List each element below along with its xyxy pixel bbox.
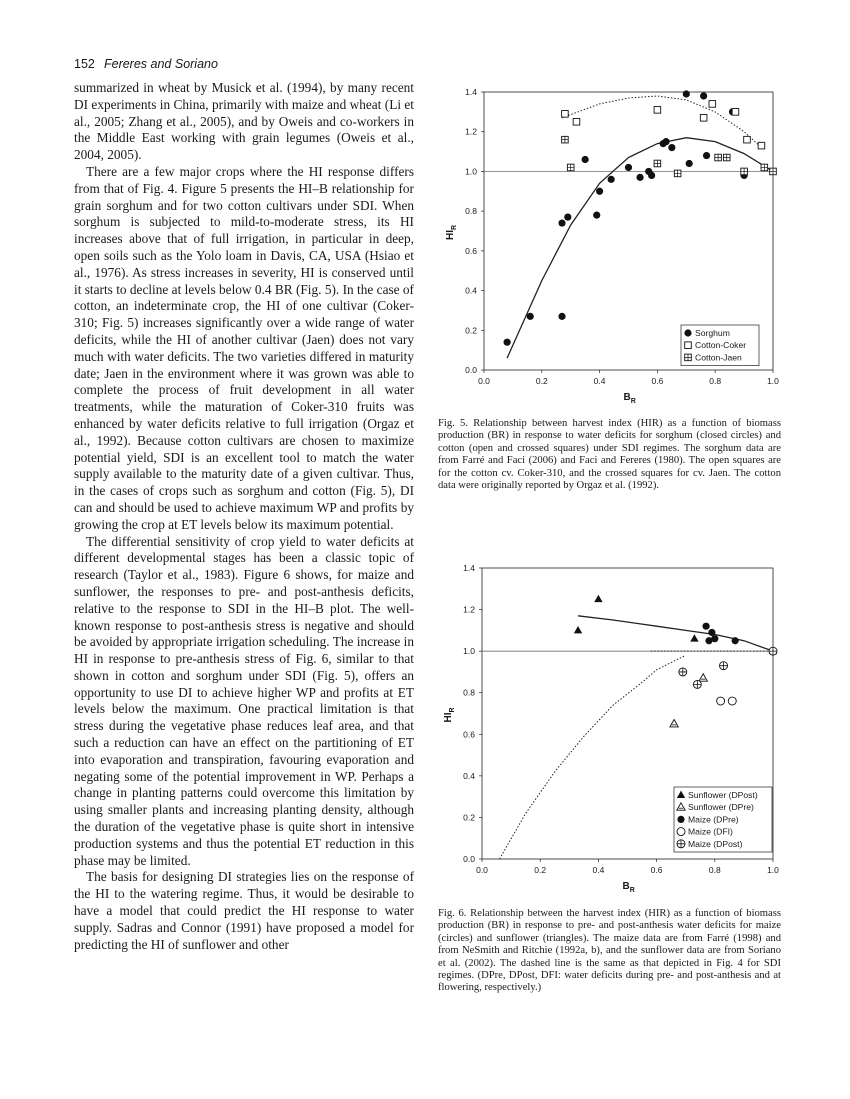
x-tick-label: 0.8 bbox=[708, 865, 721, 875]
data-point bbox=[564, 214, 571, 221]
figure-5-chart bbox=[438, 88, 783, 408]
body-text-column bbox=[74, 80, 414, 953]
legend-label: Sunflower (DPre) bbox=[688, 802, 754, 813]
dotted-fit-curve bbox=[562, 96, 761, 148]
y-tick-label: 0.8 bbox=[463, 687, 475, 698]
legend-marker bbox=[677, 816, 684, 823]
legend-label: Maize (DPre) bbox=[688, 814, 739, 825]
legend-marker bbox=[684, 329, 691, 336]
series-group bbox=[679, 647, 777, 688]
y-tick-label: 0.6 bbox=[463, 729, 475, 740]
x-tick-label: 0.0 bbox=[476, 865, 488, 875]
data-point bbox=[703, 152, 710, 159]
data-point bbox=[679, 668, 687, 676]
y-tick-label: 0.4 bbox=[463, 770, 475, 781]
data-point bbox=[711, 635, 718, 642]
legend-label: Sorghum bbox=[695, 328, 730, 338]
data-point bbox=[574, 626, 582, 633]
data-point bbox=[562, 136, 569, 143]
data-point bbox=[670, 719, 678, 726]
figure-5-caption: Fig. 5. Relationship between harvest index (HIR) as a function of biomass production (BR) in response to water deficits for sorghum (closed circles) and cotton (open and crossed squares) under SDI regimes. The sorghum data are from Farré and Faci (2006) and Faci and Fereres (1980). The open squares are for the cotton cv. Coker-310, and the crossed squares for cv. Jaen. The cotton data were originally reported by Orgaz et al. (1992). bbox=[438, 418, 781, 492]
data-point bbox=[654, 107, 661, 114]
x-tick-label: 0.8 bbox=[709, 376, 722, 386]
legend-label: Cotton-Coker bbox=[695, 340, 747, 351]
data-point bbox=[625, 164, 632, 171]
page-number: 152 bbox=[74, 57, 95, 71]
legend-label: Cotton-Jaen bbox=[695, 352, 742, 363]
x-tick-label: 0.4 bbox=[593, 376, 606, 386]
data-point bbox=[558, 313, 565, 320]
y-tick-label: 1.2 bbox=[463, 604, 475, 615]
y-tick-label: 1.4 bbox=[463, 563, 475, 573]
legend-label: Maize (DPost) bbox=[688, 838, 743, 849]
data-point bbox=[741, 168, 748, 175]
legend-entry bbox=[677, 802, 754, 812]
data-point bbox=[700, 92, 707, 99]
x-tick-label: 0.6 bbox=[651, 376, 664, 386]
data-point bbox=[720, 662, 728, 670]
paragraph: summarized in wheat by Musick et al. (1994), by many recent DI experiments in China, primarily with maize and wheat (Li et al., 2005; Zhang et al., 2005), and by Oweis and co-workers in the Middle East working with grain legumes (Oweis et al., 2004, 2005). bbox=[74, 80, 414, 163]
y-tick-label: 1.0 bbox=[463, 646, 475, 657]
figure-6 bbox=[438, 563, 783, 898]
data-point bbox=[668, 144, 675, 151]
data-point bbox=[573, 118, 580, 125]
data-point bbox=[699, 674, 707, 681]
legend-marker bbox=[685, 342, 692, 349]
figure-5 bbox=[438, 88, 783, 408]
data-point bbox=[715, 154, 722, 161]
data-point bbox=[504, 339, 511, 346]
x-tick-label: 0.4 bbox=[592, 865, 605, 875]
x-tick-label: 0.0 bbox=[478, 376, 490, 386]
y-tick-label: 0.0 bbox=[463, 854, 475, 864]
data-point bbox=[636, 174, 643, 181]
data-point bbox=[562, 111, 569, 118]
running-authors: Fereres and Soriano bbox=[103, 57, 218, 71]
series-group bbox=[574, 595, 777, 654]
data-point bbox=[732, 637, 739, 644]
solid-fit-curve bbox=[578, 616, 773, 651]
data-point bbox=[527, 313, 534, 320]
data-point bbox=[702, 623, 709, 630]
y-tick-label: 0.2 bbox=[465, 325, 477, 336]
data-point bbox=[728, 697, 736, 705]
data-point bbox=[593, 212, 600, 219]
data-point bbox=[744, 136, 751, 143]
data-point bbox=[608, 176, 615, 183]
legend-label: Sunflower (DPost) bbox=[688, 790, 758, 800]
legend-label: Maize (DFI) bbox=[688, 826, 733, 837]
data-point bbox=[693, 680, 701, 688]
y-tick-label: 1.4 bbox=[465, 87, 477, 97]
data-point bbox=[758, 142, 765, 149]
y-tick-label: 0.0 bbox=[465, 365, 477, 375]
y-tick-label: 0.6 bbox=[465, 245, 477, 256]
paragraph: The basis for designing DI strategies lies on the response of the HI to the watering regime. Thus, it would be desirable to have a model that could predict the HI response to water supply. Sadras and Connor (1991) have proposed a model for predicting the HI of sunflower and other bbox=[74, 869, 414, 952]
y-tick-label: 0.8 bbox=[465, 206, 477, 217]
data-point bbox=[582, 156, 589, 163]
figure-6-chart bbox=[438, 563, 783, 898]
x-tick-label: 1.0 bbox=[767, 865, 779, 875]
paragraph: The differential sensitivity of crop yield to water deficits at different developmental stages has been a classic topic of research (Taylor et al., 1983). Figure 6 shows, for maize and sunflower, the responses to pre- and post-anthesis deficits, relative to the response to SDI in the HI–B plot. The well-known response to post-anthesis stress is negative and should be avoided by appropriate irrigation scheduling. The increase in HI in response to pre-anthesis stress of Fig. 6, similar to that shown in cotton and sorghum under SDI (Fig. 5), offers an opportunity to use DI to achieve higher WP and profits at ET levels below the maximum. One practical limitation is that stress during the vegetative phase reduces leaf area, and that such a reduction can have an effect on the partitioning of ET into evaporation and transpiration, favouring evaporation and negating some of the potential improvement in WP. Perhaps a change in planting patterns could overcome this limitation by using smaller plants and increasing planting density, although the duration of the vegetative phase is quite short in intensive production systems and thus the potential ET reduction in this phase may be limited. bbox=[74, 533, 414, 868]
data-point bbox=[723, 154, 730, 161]
data-point bbox=[732, 109, 739, 116]
data-point bbox=[567, 164, 574, 171]
x-tick-label: 0.2 bbox=[534, 865, 547, 875]
data-point bbox=[761, 164, 768, 171]
y-axis-label: $HI_R$ bbox=[443, 707, 456, 723]
figure-6-caption: Fig. 6. Relationship between the harvest index (HIR) as a function of biomass production (BR) in response to pre- and post-anthesis water deficits for maize (circles) and sunflower (triangles). The maize data are from Farré (1998) and from NeSmith and Ritchie (1992a, b), and the sunflower data are from Soriano et al. (2002). The dashed line is the same as that depicted in Fig. 4 for SDI regimes. (DPre, DPost, DFI: water deficits during pre- and post-anthesis and at flowering, respectively.) bbox=[438, 908, 781, 994]
legend-marker bbox=[685, 354, 692, 361]
paragraph: There are a few major crops where the HI response differs from that of Fig. 4. Figure 5 presents the HI–B relationship for grain sorghum and for two cotton cultivars under SDI. When sorghum is subjected to mild-to-moderate stress, its HI increases above that of full irrigation, in particular in deep, open soils such as the Yolo loam in Davis, CA, USA (Hsiao et al., 1976). As stress increases in severity, HI is conserved until it starts to decline at levels below 0.4 BR (Fig. 5). In the case of cotton, an indeterminate crop, the HI of one cultivar (Coker-310; Fig. 5) increases significantly over a wide range of water deficits, while the HI of another cultivar (Jaen) does not vary much with water deficits. The two varieties differed in maturity date; Jaen in the environment where it was grown was able to complete the process of fruit development in all water treatments, while the maturation of Coker-310 fruits was enhanced by water deficits relative to full irrigation (Orgaz et al., 1992). Because cotton cultivars are chosen to maximize potential yield, SDI is an excellent tool to match the water supply available to the maturity date of a given cultivar. Thus, in the cases of crops such as sorghum and cotton (Fig. 5), DI can and should be used to achieve maximum WP and profits by growing the crop at ET levels below its maximum potential. bbox=[74, 163, 414, 532]
data-point bbox=[717, 697, 725, 705]
legend-entry bbox=[677, 790, 758, 800]
series-group bbox=[504, 90, 777, 345]
series-group bbox=[702, 623, 776, 655]
data-point bbox=[686, 160, 693, 167]
data-point bbox=[700, 115, 707, 122]
y-tick-label: 1.2 bbox=[465, 126, 477, 137]
y-tick-label: 0.2 bbox=[463, 812, 475, 823]
data-point bbox=[648, 172, 655, 179]
x-tick-label: 0.6 bbox=[650, 865, 663, 875]
data-point bbox=[654, 160, 661, 167]
x-tick-label: 0.2 bbox=[535, 376, 548, 386]
series-group bbox=[670, 674, 708, 727]
data-point bbox=[770, 168, 777, 175]
y-axis-label: $HI_R$ bbox=[445, 224, 458, 240]
x-axis-label: $B_R$ bbox=[623, 392, 636, 405]
legend-marker bbox=[677, 828, 685, 836]
data-point bbox=[674, 170, 681, 177]
data-point bbox=[709, 101, 716, 108]
data-point bbox=[558, 219, 565, 226]
dotted-fit-curve bbox=[500, 655, 686, 859]
x-tick-label: 1.0 bbox=[767, 376, 779, 386]
data-point bbox=[690, 634, 698, 641]
legend-marker bbox=[677, 840, 685, 848]
data-point bbox=[662, 138, 669, 145]
running-header bbox=[74, 57, 218, 72]
data-point bbox=[594, 595, 602, 602]
x-axis-label: $B_R$ bbox=[622, 881, 635, 894]
data-point bbox=[769, 647, 777, 655]
data-point bbox=[683, 90, 690, 97]
data-point bbox=[596, 188, 603, 195]
y-tick-label: 1.0 bbox=[465, 166, 477, 177]
data-point bbox=[708, 629, 715, 636]
series-group bbox=[717, 697, 737, 705]
y-tick-label: 0.4 bbox=[465, 285, 477, 296]
